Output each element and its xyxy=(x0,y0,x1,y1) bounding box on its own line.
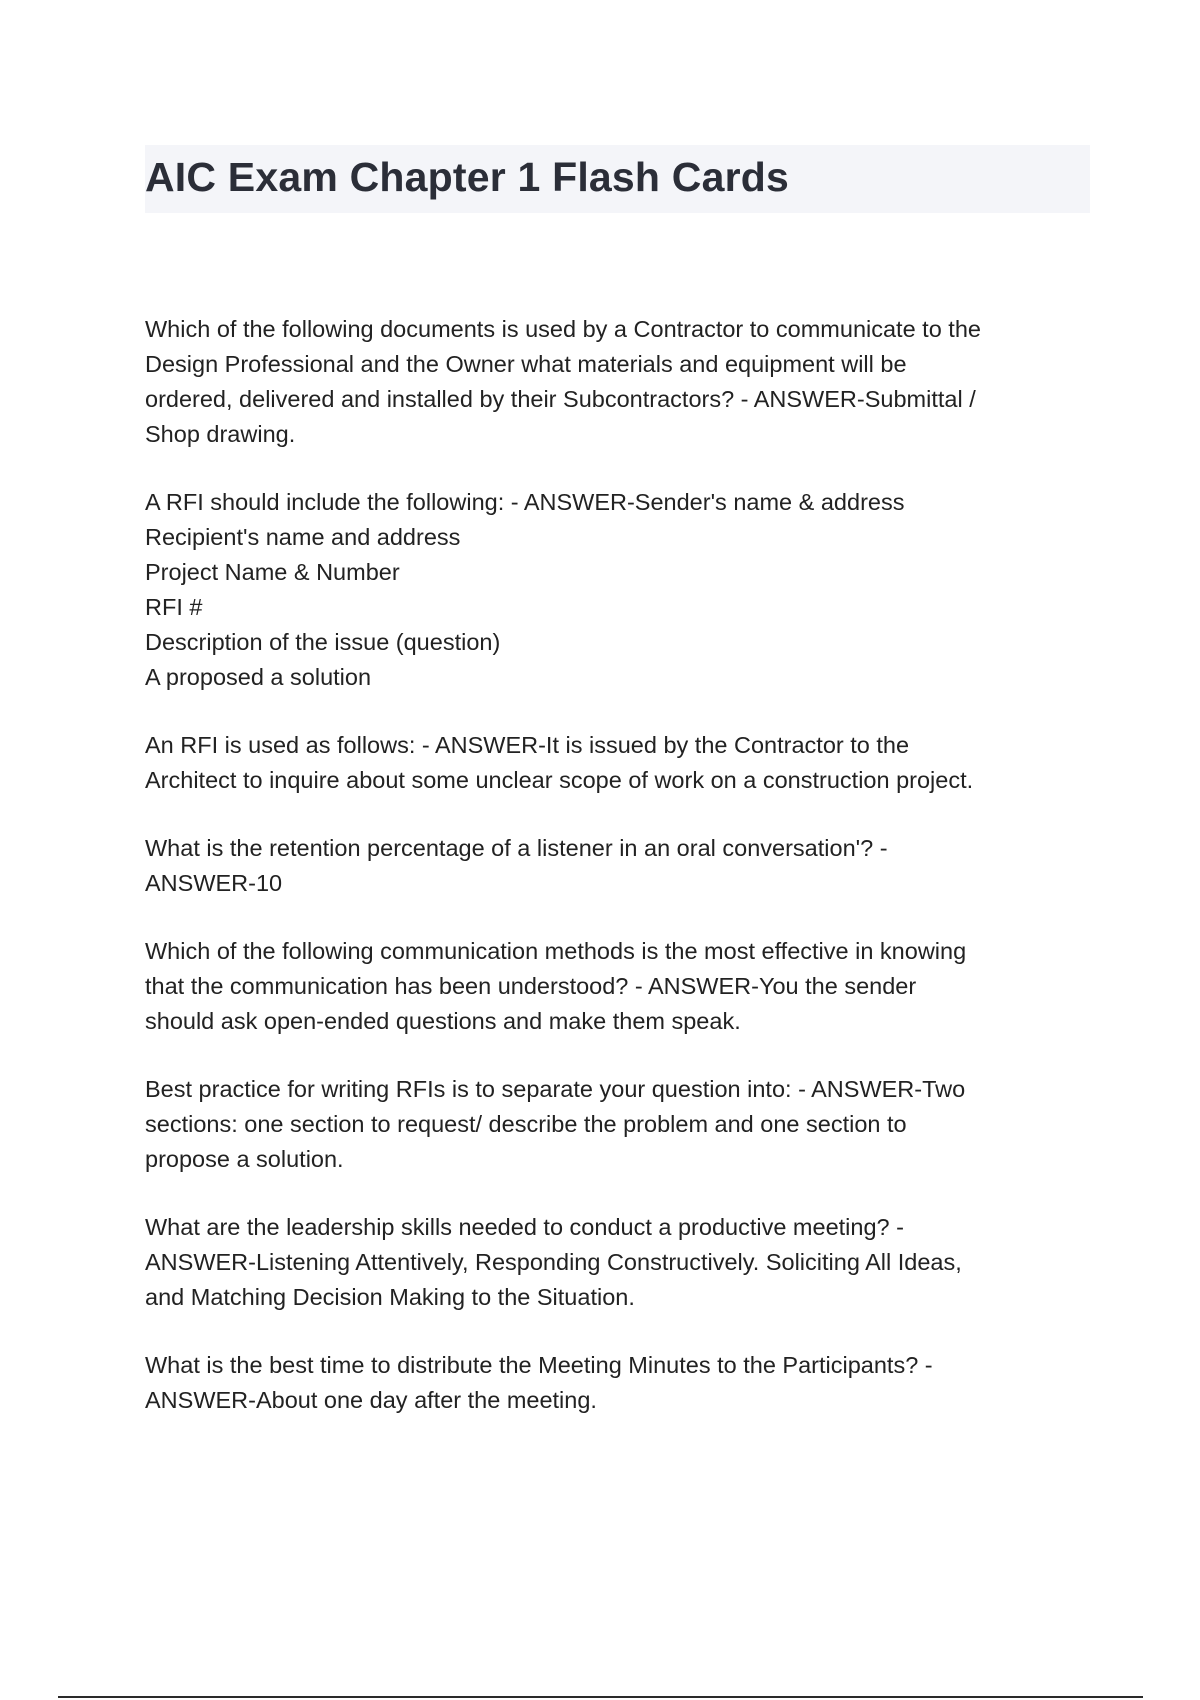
card-text-line: What are the leadership skills needed to conduct a productive meeting? - xyxy=(145,1214,904,1240)
card-text-line: A RFI should include the following: - ANSWER-Sender's name & address xyxy=(145,489,905,515)
flash-card xyxy=(145,1348,1090,1418)
card-text-line: Recipient's name and address xyxy=(145,524,461,550)
card-text-line: Which of the following communication methods is the most effective in knowing xyxy=(145,938,967,964)
title-banner xyxy=(145,145,1090,213)
card-text-line: sections: one section to request/ describe the problem and one section to xyxy=(145,1111,907,1137)
page-title: AIC Exam Chapter 1 Flash Cards xyxy=(145,154,789,200)
card-text-line: Shop drawing. xyxy=(145,421,296,447)
flash-card xyxy=(145,934,1090,1039)
card-text-line: An RFI is used as follows: - ANSWER-It is issued by the Contractor to the xyxy=(145,732,910,758)
card-text-line: should ask open-ended questions and make them speak. xyxy=(145,1008,741,1034)
flash-card xyxy=(145,831,1090,901)
card-text-line: ANSWER-About one day after the meeting. xyxy=(145,1387,597,1413)
footer-divider xyxy=(58,1696,1143,1698)
card-text-line: What is the best time to distribute the Meeting Minutes to the Participants? - xyxy=(145,1352,933,1378)
card-text-line: What is the retention percentage of a listener in an oral conversation'? - xyxy=(145,835,888,861)
card-text-line: ordered, delivered and installed by their Subcontractors? - ANSWER-Submittal / xyxy=(145,386,976,412)
card-text-line: Best practice for writing RFIs is to separate your question into: - ANSWER-Two xyxy=(145,1076,966,1102)
flash-card xyxy=(145,1210,1090,1315)
card-text-line: A proposed a solution xyxy=(145,664,372,690)
card-text-line: Description of the issue (question) xyxy=(145,629,501,655)
card-text-line: propose a solution. xyxy=(145,1146,344,1172)
flash-card xyxy=(145,728,1090,798)
card-text-line: ANSWER-Listening Attentively, Responding Constructively. Soliciting All Ideas, xyxy=(145,1249,962,1275)
flash-card xyxy=(145,312,1090,452)
flash-card-list xyxy=(145,312,1090,1451)
flash-card xyxy=(145,485,1090,695)
card-text-line: and Matching Decision Making to the Situation. xyxy=(145,1284,635,1310)
card-text-line: Project Name & Number xyxy=(145,559,400,585)
flash-card xyxy=(145,1072,1090,1177)
card-text-line: Which of the following documents is used by a Contractor to communicate to the xyxy=(145,316,981,342)
card-text-line: ANSWER-10 xyxy=(145,870,283,896)
card-text-line: Design Professional and the Owner what materials and equipment will be xyxy=(145,351,907,377)
card-text-line: that the communication has been understood? - ANSWER-You the sender xyxy=(145,973,917,999)
card-text-line: Architect to inquire about some unclear scope of work on a construction project. xyxy=(145,767,974,793)
card-text-line: RFI # xyxy=(145,594,203,620)
